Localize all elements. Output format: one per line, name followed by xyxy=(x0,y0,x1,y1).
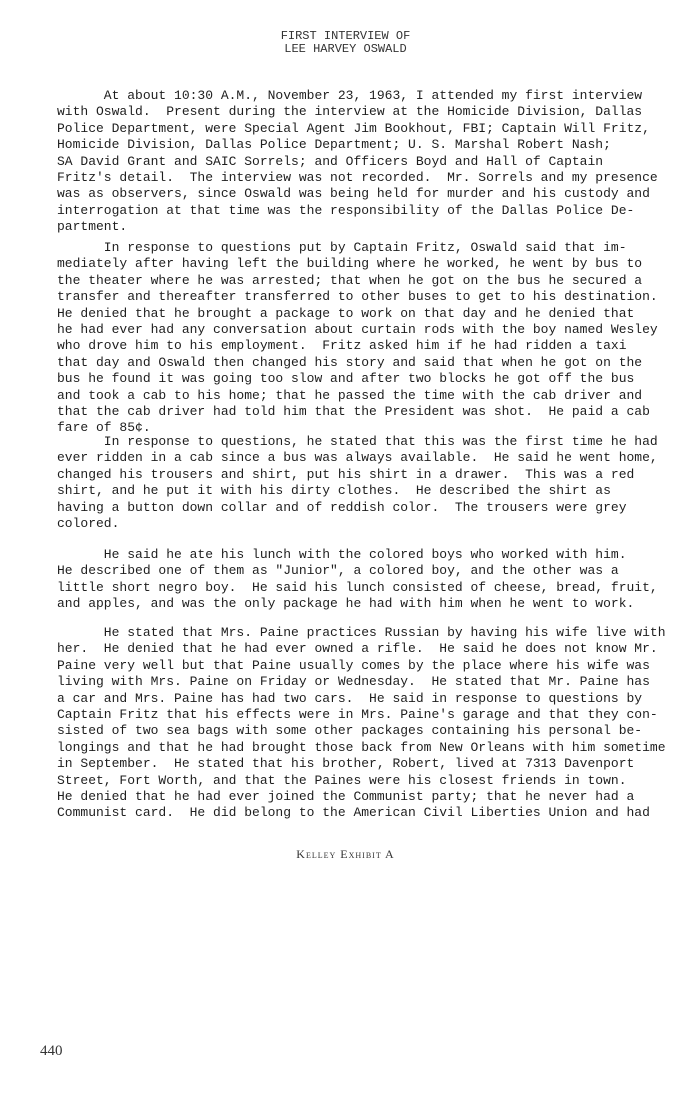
text-line: that the cab driver had told him that the President was shot. He paid a cab xyxy=(57,403,650,419)
text-line: He described one of them as "Junior", a colored boy, and the other was a xyxy=(57,563,619,579)
text-line: Captain Fritz that his effects were in Mrs. Paine's garage and that they con- xyxy=(57,706,658,722)
text-line: He stated that Mrs. Paine practices Russian by having his wife live with xyxy=(57,625,666,640)
text-line: and apples, and was the only package he had with him when he went to work. xyxy=(57,596,635,612)
document-title xyxy=(0,30,691,56)
text-line: little short negro boy. He said his lunch consisted of cheese, bread, fruit, xyxy=(57,579,658,595)
paragraph-1 xyxy=(57,88,658,236)
title-line-2: LEE HARVEY OSWALD xyxy=(284,42,407,56)
title-line-1: FIRST INTERVIEW OF xyxy=(280,29,411,43)
text-line: Paine very well but that Paine usually comes by the place where his wife was xyxy=(57,657,650,673)
text-line: transfer and thereafter transferred to other buses to get to his destination. xyxy=(57,289,658,305)
exhibit-label: Kelley Exhibit A xyxy=(296,847,395,861)
text-line: longings and that he had brought those back from New Orleans with him sometime xyxy=(57,739,666,755)
text-line: a car and Mrs. Paine has had two cars. He said in response to questions by xyxy=(57,690,643,706)
text-line: with Oswald. Present during the interview at the Homicide Division, Dallas xyxy=(57,104,643,120)
text-line: bus he found it was going too slow and after two blocks he got off the bus xyxy=(57,371,635,387)
text-line: Communist card. He did belong to the American Civil Liberties Union and had xyxy=(57,805,650,821)
text-line: SA David Grant and SAIC Sorrels; and Officers Boyd and Hall of Captain xyxy=(57,153,604,169)
text-line: Fritz's detail. The interview was not recorded. Mr. Sorrels and my presence xyxy=(57,169,658,185)
text-line: was as observers, since Oswald was being held for murder and his custody and xyxy=(57,186,650,202)
text-line: he had ever had any conversation about curtain rods with the boy named Wesley xyxy=(57,321,658,337)
page-number: 440 xyxy=(40,1043,63,1059)
text-line: who drove him to his employment. Fritz asked him if he had ridden a taxi xyxy=(57,338,627,354)
text-line: having a button down collar and of reddish color. The trousers were grey xyxy=(57,499,627,515)
text-line: her. He denied that he had ever owned a rifle. He said he does not know Mr. xyxy=(57,641,658,657)
text-line: He denied that he had ever joined the Communist party; that he never had a xyxy=(57,788,635,804)
text-line: in September. He stated that his brother, Robert, lived at 7313 Davenport xyxy=(57,756,635,772)
text-line: interrogation at that time was the responsibility of the Dallas Police De- xyxy=(57,202,635,218)
text-line: ever ridden in a cab since a bus was always available. He said he went home, xyxy=(57,450,658,466)
text-line: Street, Fort Worth, and that the Paines were his closest friends in town. xyxy=(57,772,627,788)
paragraph-3 xyxy=(57,434,658,532)
text-line: He said he ate his lunch with the colored boys who worked with him. xyxy=(57,547,627,562)
text-line: living with Mrs. Paine on Friday or Wednesday. He stated that Mr. Paine has xyxy=(57,674,650,690)
paragraph-4 xyxy=(57,547,658,613)
text-line: Police Department, were Special Agent Jim Bookhout, FBI; Captain Will Fritz, xyxy=(57,120,650,136)
text-line: At about 10:30 A.M., November 23, 1963, I attended my first interview xyxy=(57,88,643,103)
text-line: changed his trousers and shirt, put his shirt in a drawer. This was a red xyxy=(57,466,635,482)
paragraph-5 xyxy=(57,625,666,822)
text-line: colored. xyxy=(57,515,120,531)
text-line: He denied that he brought a package to work on that day and he denied that xyxy=(57,305,635,321)
text-line: Homicide Division, Dallas Police Department; U. S. Marshal Robert Nash; xyxy=(57,137,611,153)
text-line: that day and Oswald then changed his story and said that when he got on the xyxy=(57,354,643,370)
text-line: the theater where he was arrested; that when he got on the bus he secured a xyxy=(57,272,643,288)
text-line: shirt, and he put it with his dirty clothes. He described the shirt as xyxy=(57,483,611,499)
text-line: mediately after having left the building where he worked, he went by bus to xyxy=(57,256,643,272)
paragraph-2 xyxy=(57,240,658,437)
text-line: sisted of two sea bags with some other packages containing his personal be- xyxy=(57,723,643,739)
text-line: In response to questions put by Captain Fritz, Oswald said that im- xyxy=(57,240,627,255)
text-line: partment. xyxy=(57,219,128,235)
text-line: In response to questions, he stated that this was the first time he had xyxy=(57,434,658,449)
text-line: fare of 85¢. xyxy=(57,420,151,436)
text-line: and took a cab to his home; that he passed the time with the cab driver and xyxy=(57,387,643,403)
